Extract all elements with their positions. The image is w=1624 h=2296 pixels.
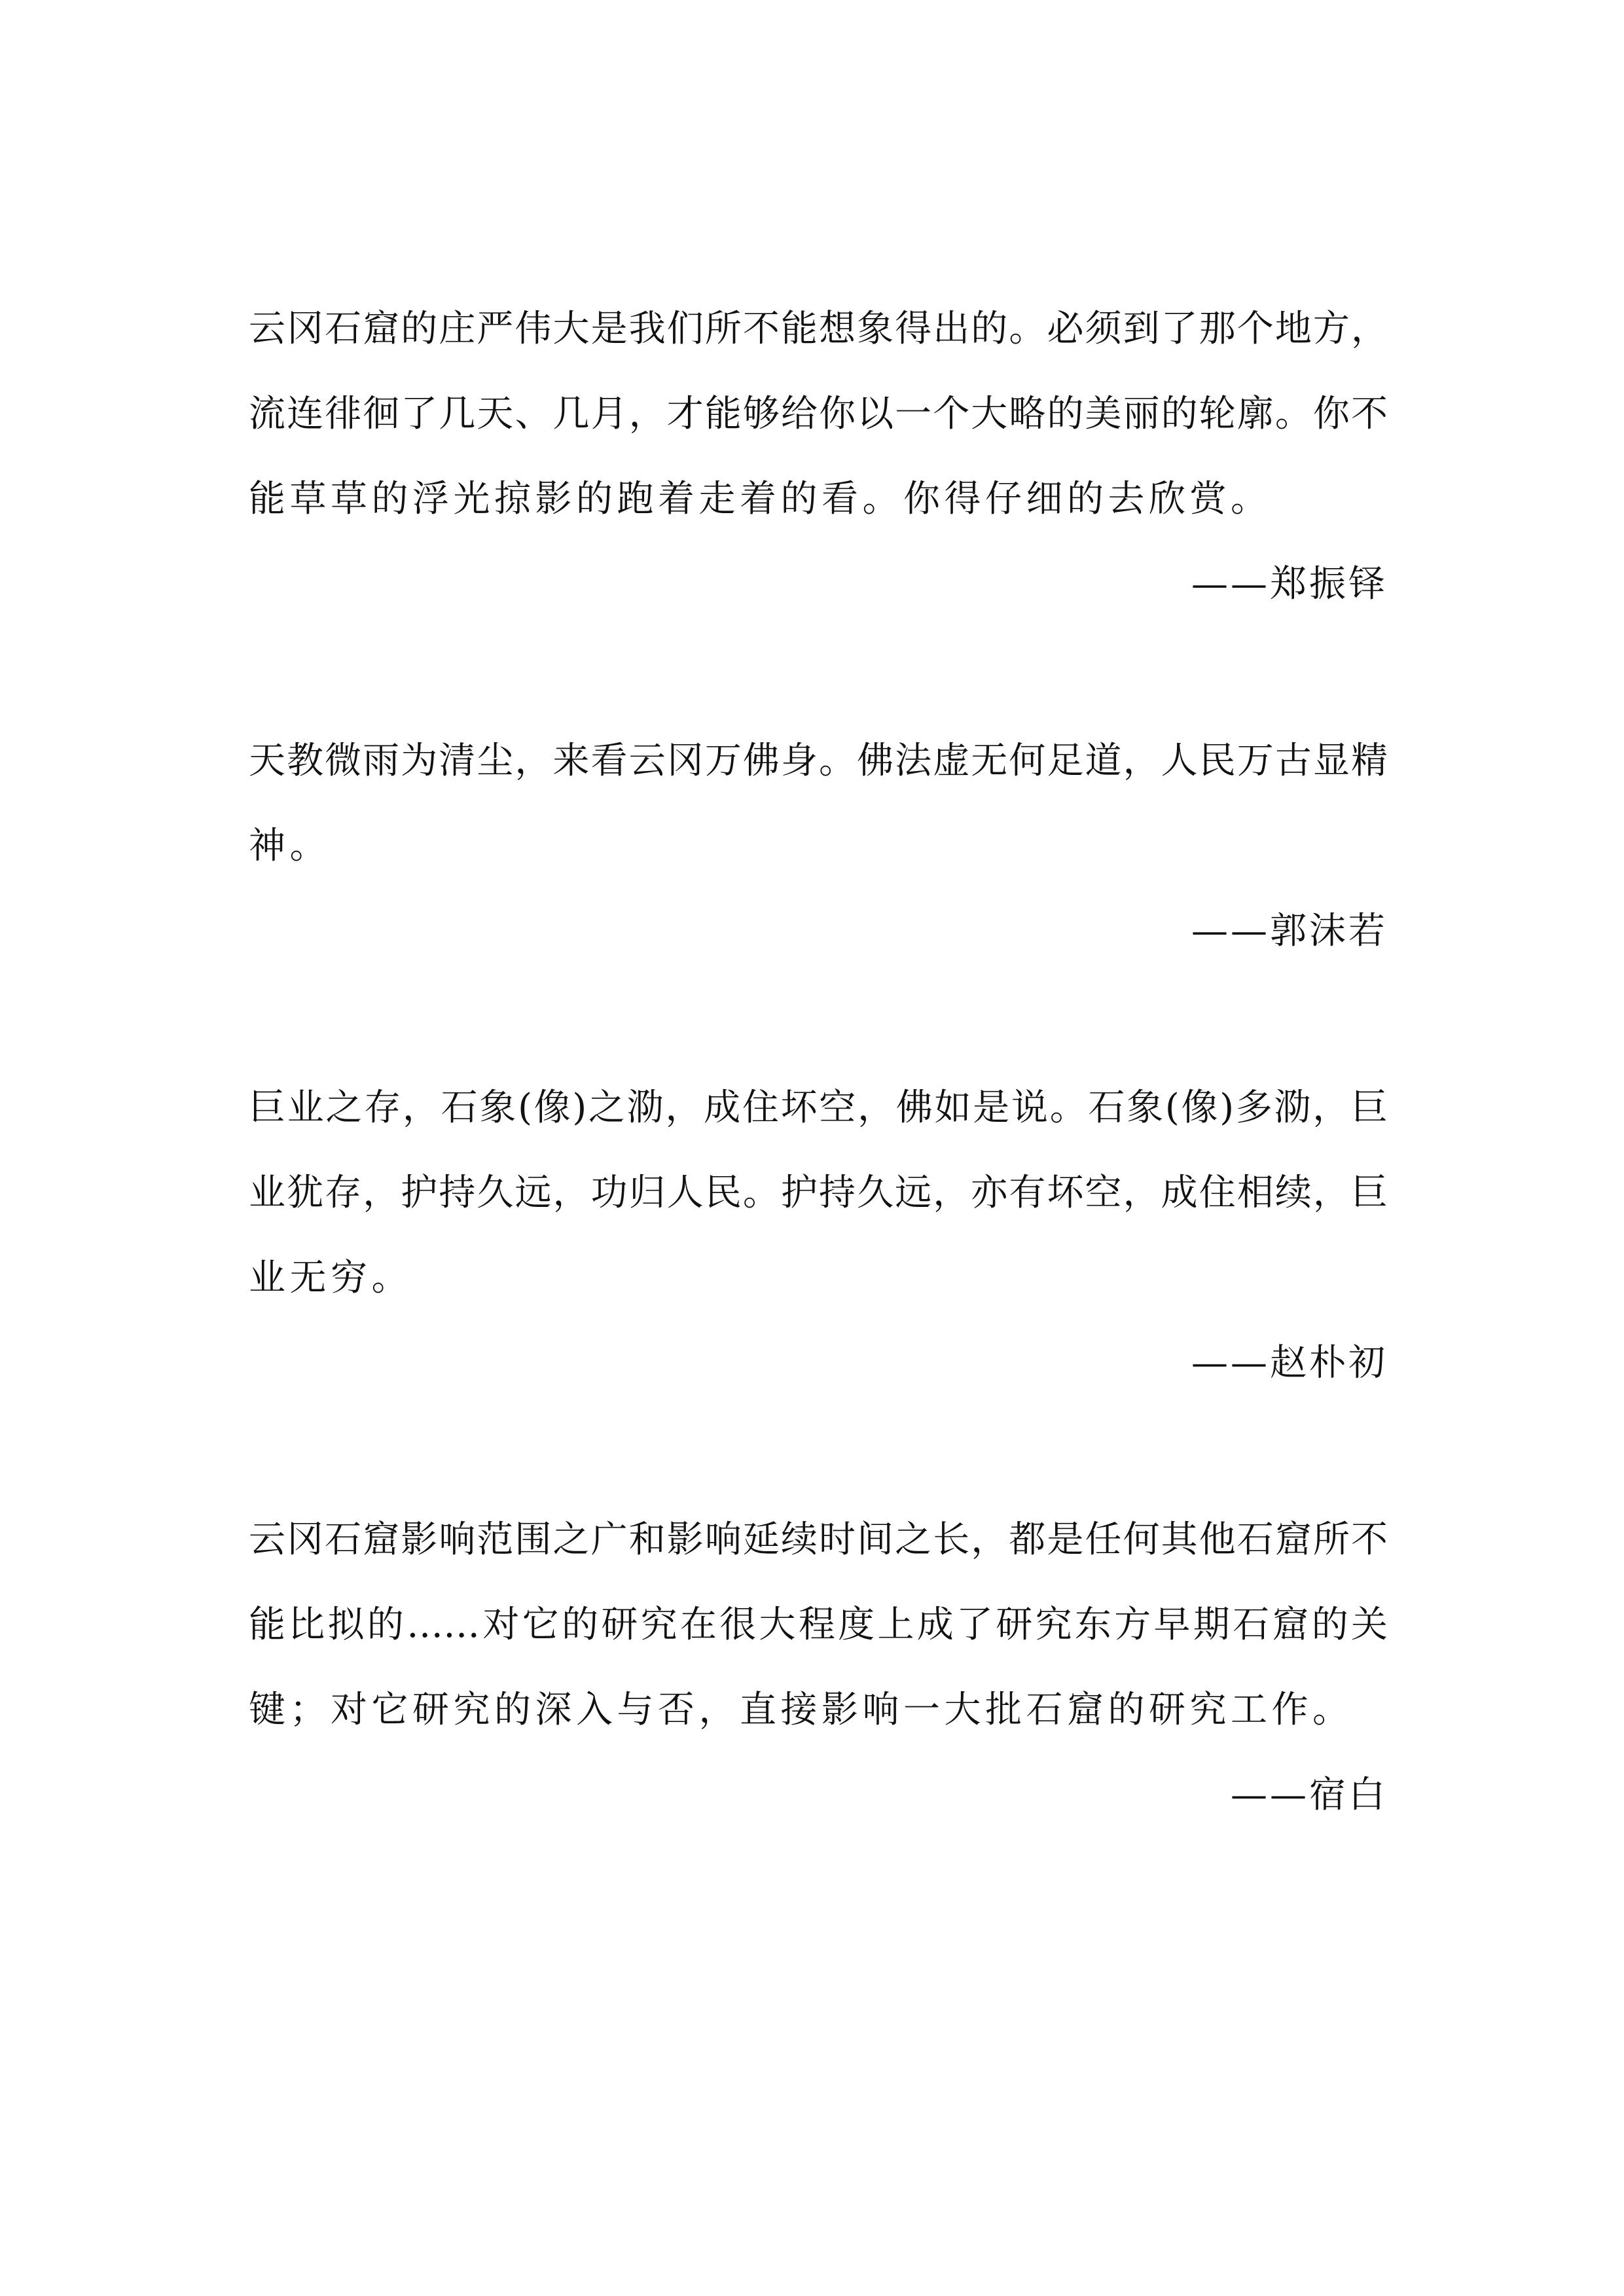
quote-attribution: ——郑振铎: [1191, 563, 1388, 605]
quote-attribution: ——宿白: [1231, 1774, 1388, 1816]
quote-line: 能草草的浮光掠影的跑着走着的看。你得仔细的去欣赏。: [249, 478, 1272, 520]
quote-line: 业犹存，护持久远，功归人民。护持久远，亦有坏空，成住相续，巨: [249, 1172, 1388, 1214]
quote-guo-moruo: [249, 719, 1388, 974]
quote-line: 神。: [249, 825, 331, 867]
quote-line: 天教微雨为清尘，来看云冈万佛身。佛法虚无何足道，人民万古显精: [249, 740, 1388, 782]
quote-su-bai: [249, 1498, 1388, 1838]
quote-line: 云冈石窟影响范围之广和影响延续时间之长，都是任何其他石窟所不: [249, 1518, 1388, 1561]
quote-zhao-puchu: [249, 1066, 1388, 1406]
quote-line: 云冈石窟的庄严伟大是我们所不能想象得出的。必须到了那个地方，: [249, 308, 1388, 350]
quote-line: 巨业之存，石象(像)之泐，成住坏空，佛如是说。石象(像)多泐，巨: [249, 1086, 1388, 1129]
quote-attribution: ——郭沫若: [1191, 910, 1388, 952]
quote-line: 流连徘徊了几天、几月，才能够给你以一个大略的美丽的轮廓。你不: [249, 393, 1388, 435]
quote-line: 键；对它研究的深入与否，直接影响一大批石窟的研究工作。: [249, 1689, 1354, 1731]
quote-zheng-zhenduo: [249, 287, 1388, 627]
quote-line: 能比拟的……对它的研究在很大程度上成了研究东方早期石窟的关: [249, 1604, 1388, 1646]
quote-line: 业无穷。: [249, 1257, 412, 1299]
quote-attribution: ——赵朴初: [1191, 1342, 1388, 1384]
